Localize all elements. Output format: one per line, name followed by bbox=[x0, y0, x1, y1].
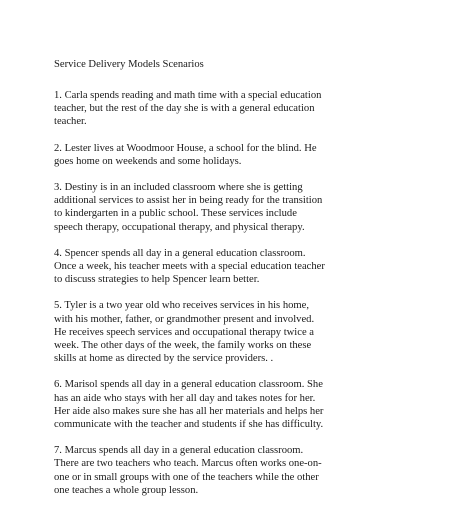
scenario-3 bbox=[54, 181, 438, 234]
scenario-line: has an aide who stays with her all day and takes notes for her. bbox=[54, 392, 316, 404]
scenario-line: 7. Marcus spends all day in a general education classroom. bbox=[54, 445, 304, 457]
document-title: Service Delivery Models Scenarios bbox=[54, 59, 204, 70]
scenario-6 bbox=[54, 378, 438, 431]
scenario-line: speech therapy, occupational therapy, and physical therapy. bbox=[54, 221, 305, 233]
scenario-line: additional services to assist her in being ready for the transition bbox=[54, 195, 323, 207]
scenario-line: Her aide also makes sure she has all her materials and helps her bbox=[54, 405, 324, 417]
scenario-line: skills at home as directed by the service providers. . bbox=[54, 353, 274, 365]
scenario-line: 4. Spencer spends all day in a general education classroom. bbox=[54, 247, 306, 259]
scenario-1 bbox=[54, 89, 438, 129]
scenario-line: week. The other days of the week, the family works on these bbox=[54, 340, 312, 352]
scenario-line: He receives speech services and occupational therapy twice a bbox=[54, 326, 315, 338]
scenario-line: 5. Tyler is a two year old who receives services in his home, bbox=[54, 300, 310, 312]
scenario-line: 2. Lester lives at Woodmoor House, a school for the blind. He bbox=[54, 142, 317, 154]
scenario-line: 1. Carla spends reading and math time with a special education bbox=[54, 90, 322, 101]
scenario-line: teacher. bbox=[54, 116, 87, 128]
scenario-line: 6. Marisol spends all day in a general education classroom. She bbox=[54, 379, 323, 391]
scenario-line: There are two teachers who teach. Marcus often works one-on- bbox=[54, 458, 322, 470]
scenario-line: 3. Destiny is in an included classroom where she is getting bbox=[54, 182, 303, 194]
scenario-line: to discuss strategies to help Spencer learn better. bbox=[54, 274, 260, 286]
scenario-line: goes home on weekends and some holidays. bbox=[54, 155, 242, 167]
scenario-line: one or in small groups with one of the teachers while the other bbox=[54, 471, 319, 483]
scenario-line: teacher, but the rest of the day she is with a general education bbox=[54, 103, 315, 115]
scenario-line: Once a week, his teacher meets with a special education teacher bbox=[54, 261, 325, 273]
scenario-7 bbox=[54, 444, 438, 497]
scenario-4 bbox=[54, 247, 438, 287]
scenario-line: one teaches a whole group lesson. bbox=[54, 484, 199, 496]
scenario-line: communicate with the teacher and students if she has difficulty. bbox=[54, 419, 324, 431]
scenario-line: with his mother, father, or grandmother present and involved. bbox=[54, 313, 315, 325]
document-page bbox=[54, 58, 438, 510]
scenario-5 bbox=[54, 299, 438, 365]
scenario-line: to kindergarten in a public school. These services include bbox=[54, 208, 297, 220]
scenario-2 bbox=[54, 142, 438, 168]
